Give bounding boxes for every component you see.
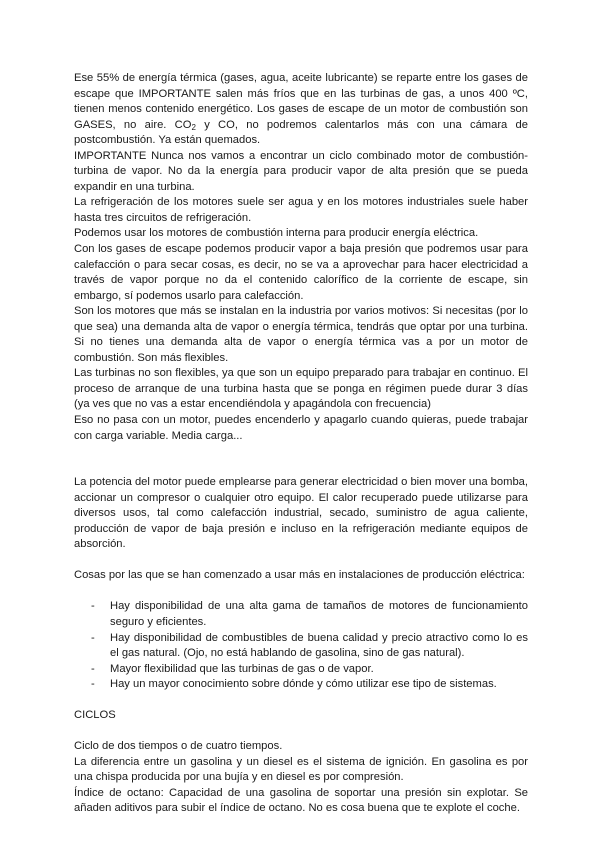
- paragraph-combined-cycle: IMPORTANTE Nunca nos vamos a encontrar un ciclo combinado motor de combustión-turbina de vapor. No da la energía para producir vapor de alta presión que se pueda expandir en una turbina.: [74, 149, 528, 193]
- paragraph-electricity: Podemos usar los motores de combustión interna para producir energía eléctrica.: [74, 227, 479, 240]
- paragraph-energy-split: Ese 55% de energía térmica (gases, agua, aceite lubricante) se reparte entre los gases de escape que IMPORTANTE salen más fríos que en las turbinas de gas, a unos 400 ºC, tienen menos contenido energético. Los gases de escape de un motor de combustión son GASES, no aire. $CO_2$ y CO, no podremos calentarlos más con una cámara de postcombustión. Ya están quemados.: [74, 72, 528, 147]
- paragraph-motor-flexibility: Eso no pasa con un motor, puedes encenderlo y apagarlo cuando quieras, puede trabajar con carga variable. Media carga...: [74, 414, 528, 442]
- paragraph-gasoline-diesel: La diferencia entre un gasolina y un diesel es el sistema de ignición. En gasolina es por una chispa producida por una bujía y en diesel es por compresión.: [74, 755, 528, 784]
- list-item: - Hay disponibilidad de una alta gama de tamaños de motores de funcionamiento seguro y eficientes.: [74, 599, 528, 630]
- paragraph-turbines-flexibility: Las turbinas no son flexibles, ya que son un equipo preparado para trabajar en continuo. El proceso de arranque de una turbina hasta que se ponga en régimen puede durar 3 días (ya ves que no vas a estar encendiéndola y apagándola con frecuencia): [74, 367, 528, 411]
- section-heading-ciclos: CICLOS: [74, 709, 116, 722]
- paragraph-exhaust-steam: Con los gases de escape podemos producir vapor a baja presión que podremos usar para calefacción o para secar cosas, es decir, no se va a aprovechar para hacer electricidad a través de vapor porque no da el contenido calorífico de la corriente de escape, sin embargo, sí podemos usarlo para calefacción.: [74, 243, 528, 302]
- paragraph-motor-uses: La potencia del motor puede emplearse para generar electricidad o bien mover una bomba, accionar un compresor o cualquier otro equipo. El calor recuperado puede utilizarse para diversos usos, tal como calefacción industrial, secado, suministro de agua caliente, producción de vapor de baja presión e incluso en la refrigeración mediante equipos de absorción.: [74, 476, 528, 551]
- paragraph-cooling: La refrigeración de los motores suele ser agua y en los motores industriales suele haber hasta tres circuitos de refrigeración.: [74, 196, 528, 224]
- bullet-list: [74, 599, 528, 692]
- paragraph-industry-reasons: Son los motores que más se instalan en la industria por varios motivos: Si necesitas (por lo que sea) una demanda alta de vapor o energía térmica, tendrás que optar por una turbina. Si no tienes una demanda alta de vapor o energía térmica vas a por un motor de combustión. Son más flexibles.: [74, 305, 528, 364]
- paragraph-reasons-intro: Cosas por las que se han comenzado a usar más en instalaciones de producción eléctrica:: [74, 569, 525, 582]
- paragraph-two-four-stroke: Ciclo de dos tiempos o de cuatro tiempos.: [74, 740, 283, 753]
- list-item: - Mayor flexibilidad que las turbinas de gas o de vapor.: [74, 662, 528, 678]
- list-item: - Hay disponibilidad de combustibles de buena calidad y precio atractivo como lo es el gas natural. (Ojo, no está hablando de gasolina, sino de gas natural).: [74, 631, 528, 662]
- paragraph-octane: Índice de octano: Capacidad de una gasolina de soportar una presión sin explotar. Se añaden aditivos para subir el índice de octano. No es cosa buena que te explote el coche.: [74, 786, 528, 815]
- list-item: - Hay un mayor conocimiento sobre dónde y cómo utilizar ese tipo de sistemas.: [74, 677, 528, 693]
- subscript-2: 2: [191, 122, 196, 132]
